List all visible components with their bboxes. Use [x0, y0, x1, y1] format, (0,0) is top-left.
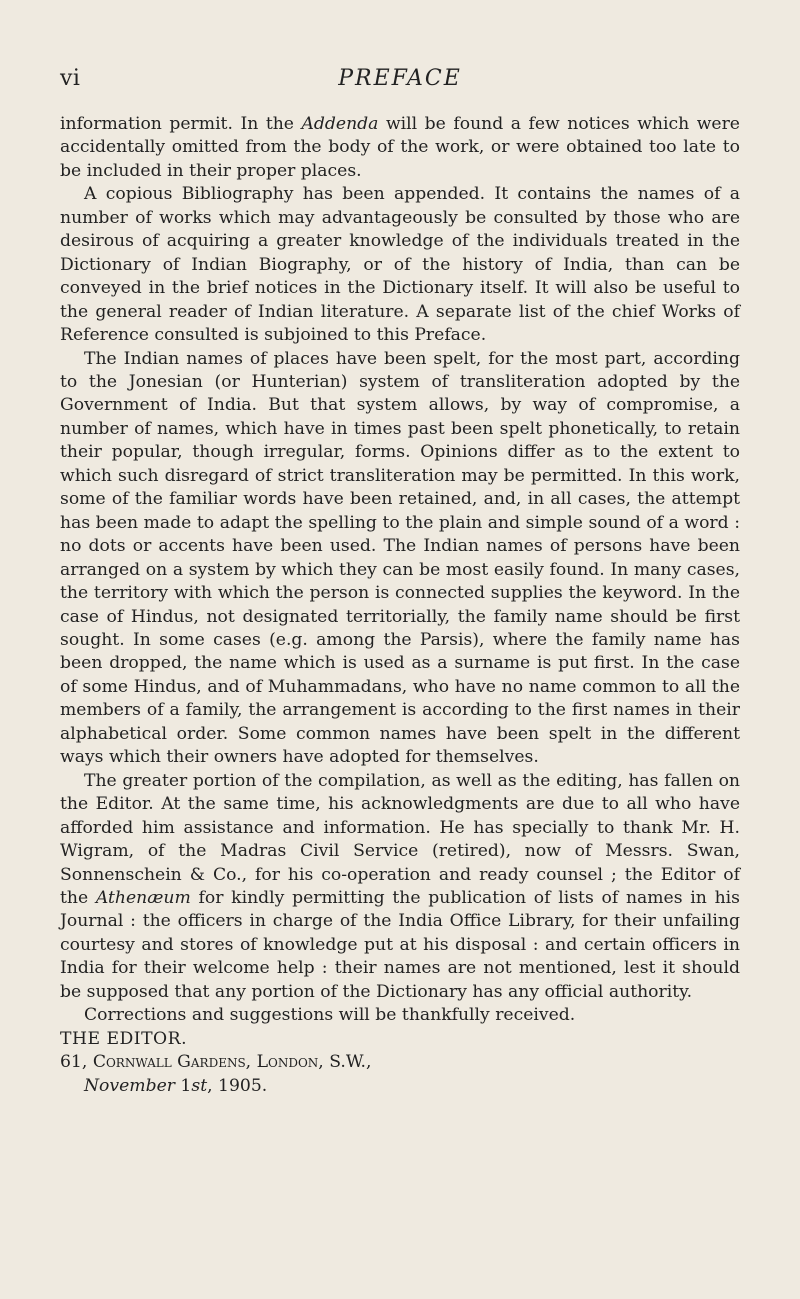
address-street: Cornwall Gardens, London, [92, 1052, 324, 1073]
running-title: PREFACE [338, 66, 462, 91]
date-day-suffix: st [191, 1075, 208, 1096]
date-line [60, 1075, 740, 1098]
editor-signature: THE EDITOR. [60, 1028, 188, 1049]
athenaeum-title: Athenæum [95, 887, 191, 908]
address-postcode: S.W., [323, 1052, 372, 1073]
address-number: 61, [60, 1052, 93, 1073]
addenda-term: Addenda [301, 114, 379, 134]
preface-body [60, 113, 740, 1098]
paragraph-2: A copious Bibliography has been appended. It contains the names of a number of works which may advantageously be consulted by those who are desirous of acquiring a greater knowledge of the individuals treated in the Dictionary of Indian Biography, or of the history of India, than can be conveyed in the brief notices in the Dictionary itself. It will also be useful to the general reader of Indian literature. A separate list of the chief Works of Reference consulted is subjoined to this Preface. [60, 184, 740, 346]
date-day: 1 [174, 1075, 192, 1096]
address-line [60, 1051, 740, 1074]
paragraph-5: Corrections and suggestions will be thankfully received. [84, 1005, 576, 1026]
paragraph-1-text-c: will be found a few notices which were accidentally omitted from the body of the work, or were obtained too late to be included in their proper places. [60, 114, 740, 181]
date-month: November [84, 1075, 175, 1096]
paragraph-1-text-a: information permit. In the [60, 114, 302, 134]
page-number: vi [60, 66, 81, 91]
paragraph-4-text-c: for kindly permitting the publication of lists of names in his Journal : the officers in charge of the India Office Library, for their unfailing courtesy and stores of knowledge put at his disposal : and certain officers in India for their welcome help : their names are not mentioned, lest it should be supposed that any portion of the Dictionary has any official authority. [60, 887, 740, 1002]
date-year: , 1905. [207, 1075, 268, 1096]
paragraph-4-text-a: The greater portion of the compilation, as well as the editing, has fallen on the Editor. At the same time, his acknowledgments are due to all who have afforded him assistance and information. He has specially to thank Mr. H. Wigram, of the Madras Civil Service (retired), now of Messrs. Swan, Sonnenschein & Co., for his co-operation and ready counsel ; the Editor of the [60, 770, 740, 908]
paragraph-1 [60, 113, 740, 183]
paragraph-4 [60, 770, 740, 1005]
paragraph-3: The Indian names of places have been spelt, for the most part, according to the Jonesian (or Hunterian) system of transliteration adopted by the Government of India. But that system allows, by way of compromise, a number of names, which have in times past been spelt phonetically, to retain their popular, though irregular, forms. Opinions differ as to the extent to which such disregard of strict transliteration may be permitted. In this work, some of the familiar words have been retained, and, in all cases, the attempt has been made to adapt the spelling to the plain and simple sound of a word : no dots or accents have been used. The Indian names of persons have been arranged on a system by which they can be most easily found. In many cases, the territory with which the person is connected supplies the keyword. In the case of Hindus, not designated territorially, the family name should be first sought. In some cases (e.g. among the Parsis), where the family name has been dropped, the name which is used as a surname is put first. In the case of some Hindus, and of Muhammadans, who have no name common to all the members of a family, the arrangement is according to the first names in their alphabetical order. Some common names have been spelt in the different ways which their owners have adopted for themselves. [60, 348, 740, 768]
page-header [60, 66, 740, 102]
